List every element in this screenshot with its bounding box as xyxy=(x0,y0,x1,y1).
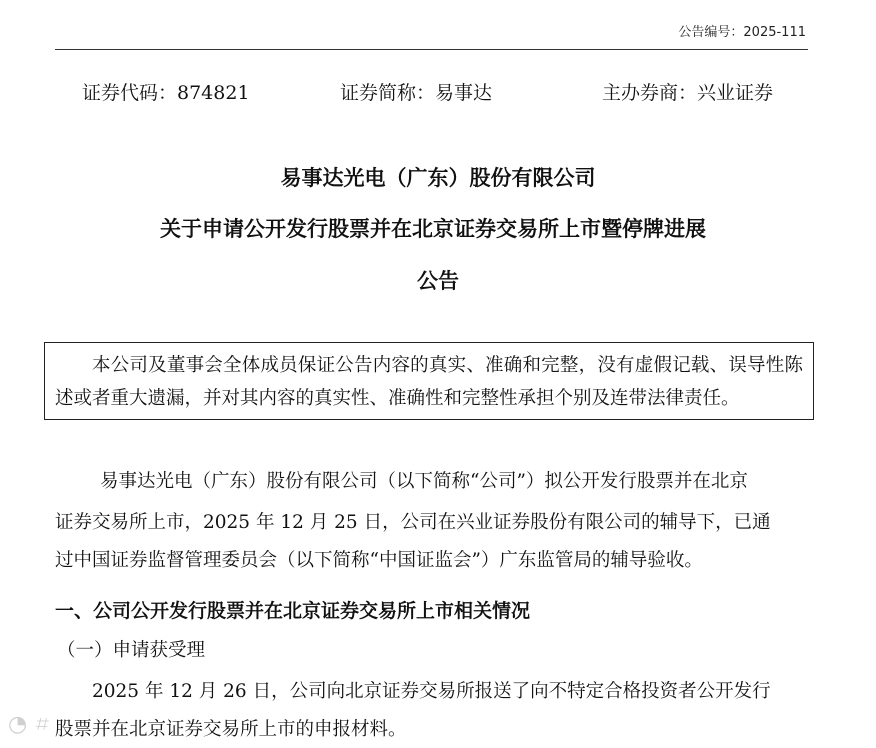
announcement-title-suffix: 公告 xyxy=(417,269,459,293)
paragraph-line: 2025 年 12 月 26 日，公司向北京证券交易所报送了向不特定合格投资者公开发行 xyxy=(92,681,771,702)
announcement-number: 公告编号：2025-111 xyxy=(678,25,806,40)
paragraph-line: 易事达光电（广东）股份有限公司（以下简称“公司”）拟公开发行股票并在北京 xyxy=(100,471,748,492)
paragraph-line: 过中国证券监督管理委员会（以下简称“中国证监会”）广东监管局的辅导验收。 xyxy=(55,550,703,571)
company-name-title: 易事达光电（广东）股份有限公司 xyxy=(280,166,596,190)
header-divider xyxy=(55,49,808,50)
section-heading: 一、公司公开发行股票并在北京证券交易所上市相关情况 xyxy=(55,600,531,622)
sponsor-broker: 主办券商：兴业证券 xyxy=(602,82,774,104)
stock-code: 证券代码：874821 xyxy=(82,82,250,104)
stock-short-name: 证券简称：易事达 xyxy=(340,82,493,104)
notice-text: 本公司及董事会全体成员保证公告内容的真实、准确和完整，没有虚假记载、误导性陈述或者重大遗漏，并对其内容的真实性、准确性和完整性承担个别及连带法律责任。 xyxy=(55,355,803,409)
board-guarantee-notice xyxy=(44,342,814,420)
paragraph-line: 股票并在北京证券交易所上市的申报材料。 xyxy=(55,719,407,740)
announcement-title: 关于申请公开发行股票并在北京证券交易所上市暨停牌进展 xyxy=(160,217,706,241)
watermark-logo: ◔ ⌗ xyxy=(8,712,47,737)
subsection-heading: （一）申请获受理 xyxy=(57,640,206,661)
paragraph-line: 证券交易所上市，2025 年 12 月 25 日，公司在兴业证券股份有限公司的辅导下，已通 xyxy=(55,512,771,533)
